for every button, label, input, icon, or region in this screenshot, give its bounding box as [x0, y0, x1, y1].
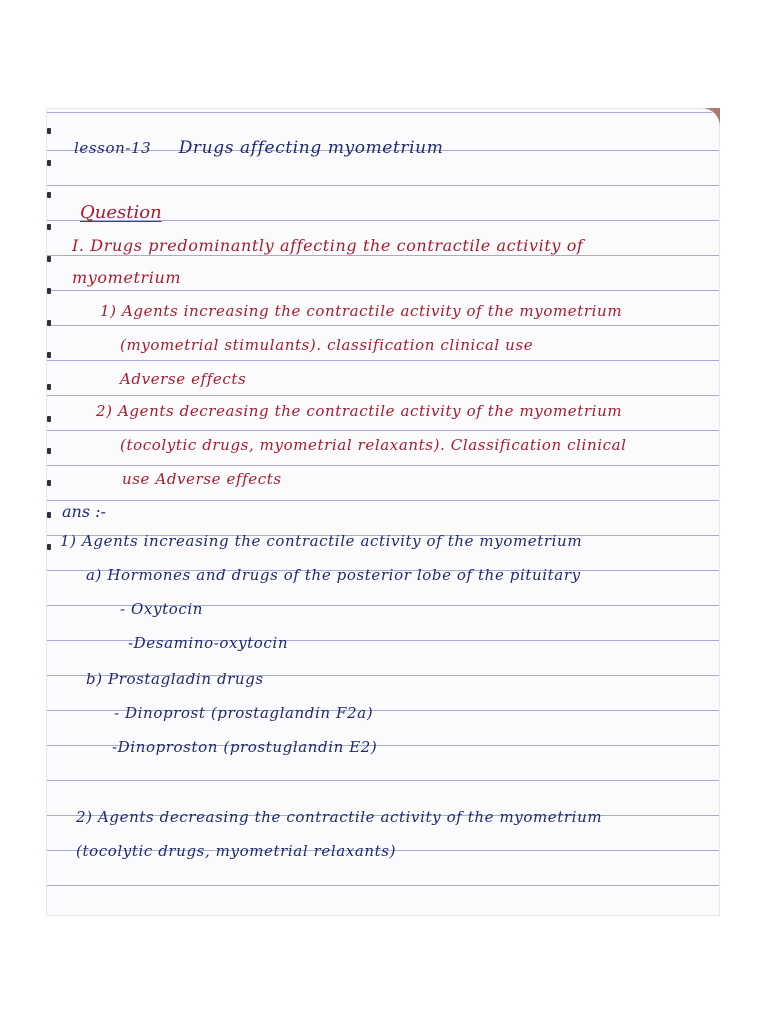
question-line: use Adverse effects	[122, 470, 282, 488]
binding-holes	[46, 128, 52, 548]
question-line: (tocolytic drugs, myometrial relaxants). Classification clinical	[120, 436, 627, 454]
answer-line: - Dinoprost (prostaglandin F2a)	[114, 704, 374, 722]
answer-line: b) Prostagladin drugs	[86, 670, 264, 688]
question-line: I. Drugs predominantly affecting the contractile activity of	[72, 236, 584, 255]
lesson-heading	[74, 138, 443, 158]
notebook-page	[46, 108, 720, 916]
lesson-title: Drugs affecting myometrium	[178, 138, 444, 158]
answer-line: a) Hormones and drugs of the posterior lobe of the pituitary	[86, 566, 581, 584]
ans-label: ans :-	[62, 502, 106, 521]
answer-line: 1) Agents increasing the contractile activity of the myometrium	[60, 532, 583, 550]
answer-line: (tocolytic drugs, myometrial relaxants)	[76, 842, 397, 860]
lesson-number: lesson-13	[74, 139, 152, 157]
question-label: Question	[80, 202, 162, 223]
question-line: myometrium	[72, 268, 182, 287]
question-line: 2) Agents decreasing the contractile activity of the myometrium	[96, 402, 623, 420]
question-line: (myometrial stimulants). classification clinical use	[120, 336, 534, 354]
answer-line: -Dinoproston (prostuglandin E2)	[112, 738, 378, 756]
question-line: 1) Agents increasing the contractile activity of the myometrium	[100, 302, 623, 320]
answer-line: -Desamino-oxytocin	[128, 634, 289, 652]
answer-line: 2) Agents decreasing the contractile activity of the myometrium	[76, 808, 603, 826]
question-line: Adverse effects	[120, 370, 247, 388]
answer-line: - Oxytocin	[120, 600, 203, 618]
